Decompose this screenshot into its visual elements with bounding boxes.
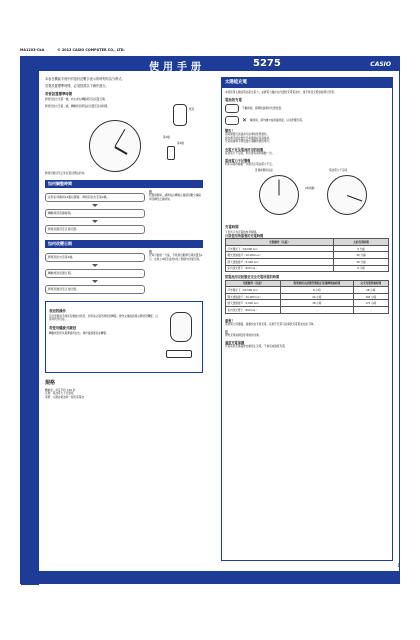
intro-line-2: 若要設置標準時間，必須按照以下操作進行。 <box>45 84 109 89</box>
adjust-step-2: 轉動錶冠設置時間。 <box>45 209 145 218</box>
crown-detail-icon <box>167 146 175 160</box>
step1-label: 第1檔 <box>163 136 170 140</box>
note2-text: 實際充電時間因使用條件而異。 <box>225 334 262 337</box>
crown-operation-box <box>45 301 203 373</box>
header-line <box>20 48 137 52</box>
table-row: 戶外陽光下（50,000 lux） 8 分鐘 <box>226 245 389 252</box>
table-row: 陰天透過窗戶（5,000 lux） 38 小時 172 小時 <box>226 300 389 307</box>
table-header: 光照條件（亮度） <box>226 280 281 287</box>
change-date-panel <box>45 251 203 296</box>
dial-label-normal: 普通時間的指針 <box>255 169 274 173</box>
intro-line-1: 本表在機能手冊中的指針及數字表示的時刻均為分辨式。 <box>45 77 125 81</box>
down-arrow-icon <box>92 220 98 223</box>
page-number: 1 <box>397 563 400 568</box>
battery-dial-illustration <box>225 169 389 221</box>
charge-time-table <box>225 238 389 272</box>
down-arrow-icon <box>92 204 98 207</box>
charge-time-note: 下表所示為充電的參考時間。 <box>225 231 259 235</box>
solar-intro: 本錶使用太陽能電池產生電力，並將電力儲存在內置的充電電池中。當手錶受光照射時即可充電。 <box>225 91 337 94</box>
power-state-title: 充電不足及電池用完的狀態 <box>225 147 264 152</box>
crown-op-title: 表冠的操作 <box>49 308 66 313</box>
doc-code: MA1203-CkA <box>20 48 45 52</box>
adjust-step-3: 將錶冠推回至正常位置。 <box>45 225 145 234</box>
date-step-3: 將錶冠推回至正常位置。 <box>45 285 145 294</box>
screw-crown-text: 轉動錶冠使其鬆開後再拉出。操作後請推回並轉緊。 <box>49 331 109 335</box>
important-text: 電池電力用盡後，請盡快為手錶充電。長期不充電可能導致充電電池性能下降。 <box>225 322 316 326</box>
adjust-time-panel <box>45 191 203 236</box>
warning-item-1: 長時間置於高溫處可能導致錶殼變色。 <box>225 133 270 137</box>
title-banner <box>21 57 399 71</box>
manual-title: 使用手册 <box>149 62 205 73</box>
dial-label-low: 電池電力不足時 <box>329 169 348 173</box>
spec-item-3: 電源：太陽能電池和一個充電電池 <box>45 395 84 399</box>
table-header: 完全充電所需時間 <box>353 280 388 287</box>
light-source-icon <box>225 104 239 113</box>
down-arrow-icon <box>92 280 98 283</box>
crown-op-text: 有些型號的手錶具有螺旋式錶冠，使用前必須先將錶冠轉鬆。操作完畢後請務必將錶冠轉緊，以保持防水性能。 <box>49 314 158 322</box>
charge-time-sub: 日常使用所需要的充電時間 <box>225 233 264 238</box>
charging-title: 電池的充電 <box>225 98 242 103</box>
table-header: 光照條件（亮度） <box>226 239 334 246</box>
footer-bar <box>21 571 399 583</box>
table-header: 大約充電時間 <box>334 239 389 246</box>
analog-clock-illustration <box>89 120 141 172</box>
charge-ok-text: 不戴錶時，請將錶面朝向光源放置。 <box>242 107 284 111</box>
set-time-item-3: 將錶冠推回至正常位置以開始計時。 <box>45 172 87 176</box>
watch-face-illustration <box>170 312 192 342</box>
normal-dial <box>259 175 299 215</box>
left-sidebar-bar <box>21 71 39 585</box>
table-row: 戶外陽光下（50,000 lux） 8 小時 28 小時 <box>226 287 389 294</box>
watch-icon <box>173 104 187 126</box>
copyright: © 2012 CASIO COMPUTER CO., LTD. <box>57 48 125 52</box>
crown-screw-icon <box>166 350 192 358</box>
full-charge-table <box>225 280 389 314</box>
set-time-block <box>45 98 203 172</box>
change-date-header: 如何改變日期 <box>45 240 203 248</box>
dial-label-jump: 2秒跳動 <box>305 187 315 191</box>
spec-title: 規格 <box>45 379 56 386</box>
table-row: 室內熒光燈下（500 lux） － － <box>226 307 389 314</box>
right-column <box>221 77 393 561</box>
table-row: 陽光透過窗戶（10,000 lux） 24 小時 100 小時 <box>226 293 389 300</box>
crown-label: 錶冠 <box>189 108 195 112</box>
low-battery-dial <box>327 175 367 215</box>
charge-ng-text: 戴錶時，請勿讓衣袖遮蓋錶面，以免影響充電。 <box>250 119 305 123</box>
table-header: 從電池用完狀態至開始正常運轉所需時間 <box>281 280 353 287</box>
low-battery-title: 電池電力不足警報 <box>225 159 251 164</box>
adjust-note-title: 注 <box>149 189 153 194</box>
set-time-item-1: 將錶冠拉出至第一檔，向左或右轉動錶冠以設置日期。 <box>45 98 108 102</box>
manual-page <box>20 56 400 584</box>
adjust-step-1: 在秒針移動到12點位置時，將錶冠拉出至第2檔。 <box>45 193 145 202</box>
low-battery-text: 秒針每兩秒跳動一次時表示電池電力不足。 <box>225 163 275 167</box>
overcharge-title: 過度充電保護 <box>225 341 245 346</box>
table-row: 陰天透過窗戶（5,000 lux） 48 分鐘 <box>226 259 389 266</box>
important-title: 重要！ <box>225 318 235 323</box>
charge-time-title: 充電時間 <box>225 225 239 230</box>
set-time-heading: 若要設置標準時間 <box>45 92 73 97</box>
charge-ng-row <box>225 116 389 125</box>
adjust-time-header: 如何調整時間 <box>45 180 203 188</box>
power-state-text: 電池電力不足時，秒針會每兩秒跳動一次。 <box>225 151 275 155</box>
date-step-2: 轉動錶冠設置日期。 <box>45 269 145 278</box>
adjust-note-text: 設置時間時，請將指針轉過正確時刻數分鐘後再回轉至正確時刻。 <box>149 194 201 201</box>
solar-charge-panel <box>221 87 393 561</box>
set-time-item-2: 將錶冠拉出至第二檔，轉動錶冠將指針設置至目前時間。 <box>45 104 110 108</box>
screw-crown-title: 若使用螺旋式錶冠 <box>49 325 77 330</box>
down-arrow-icon <box>92 264 98 267</box>
table-row: 陽光透過窗戶（10,000 lux） 30 分鐘 <box>226 252 389 259</box>
note2-title: 注 <box>225 330 229 334</box>
prohibited-icon: ✕ <box>242 117 248 125</box>
table-row: 室內熒光燈下（500 lux） 8 小時 <box>226 265 389 272</box>
date-note-title: 注 <box>149 249 153 254</box>
sleeve-cover-icon <box>225 116 239 125</box>
solar-charge-header: 太陽能充電 <box>221 77 393 87</box>
brand-logo: CASIO <box>370 61 391 68</box>
step2-label: 第2檔 <box>177 142 184 146</box>
overcharge-text: 充電電池充滿後會自動停止充電，不會造成過度充電。 <box>225 345 288 349</box>
full-charge-title: 從電池用完狀態至完全充電所需的時間 <box>225 275 280 280</box>
date-note-text: 在每月最後一天後，手錶會自動將日期設置為1日。在晚上9時至凌晨1時之間請勿改變日期。 <box>149 254 203 261</box>
warning-item-3: 充電時請將手錶放置於遠離熱源的地方。 <box>225 140 272 144</box>
date-step-1: 將錶冠拉出至第1檔。 <box>45 253 145 262</box>
model-number: 5275 <box>253 58 281 69</box>
spec-item-2: 其他：電池電力不足警報 <box>45 392 74 396</box>
warning-title: 警告！ <box>225 129 235 134</box>
warning-item-2: 請勿將手錶放置於汽車儀錶板等高溫處。 <box>225 136 272 140</box>
left-column <box>45 77 203 399</box>
charge-ok-row <box>225 104 389 113</box>
spec-item-1: 精確度：每月平均 ±20 秒 <box>45 388 76 392</box>
